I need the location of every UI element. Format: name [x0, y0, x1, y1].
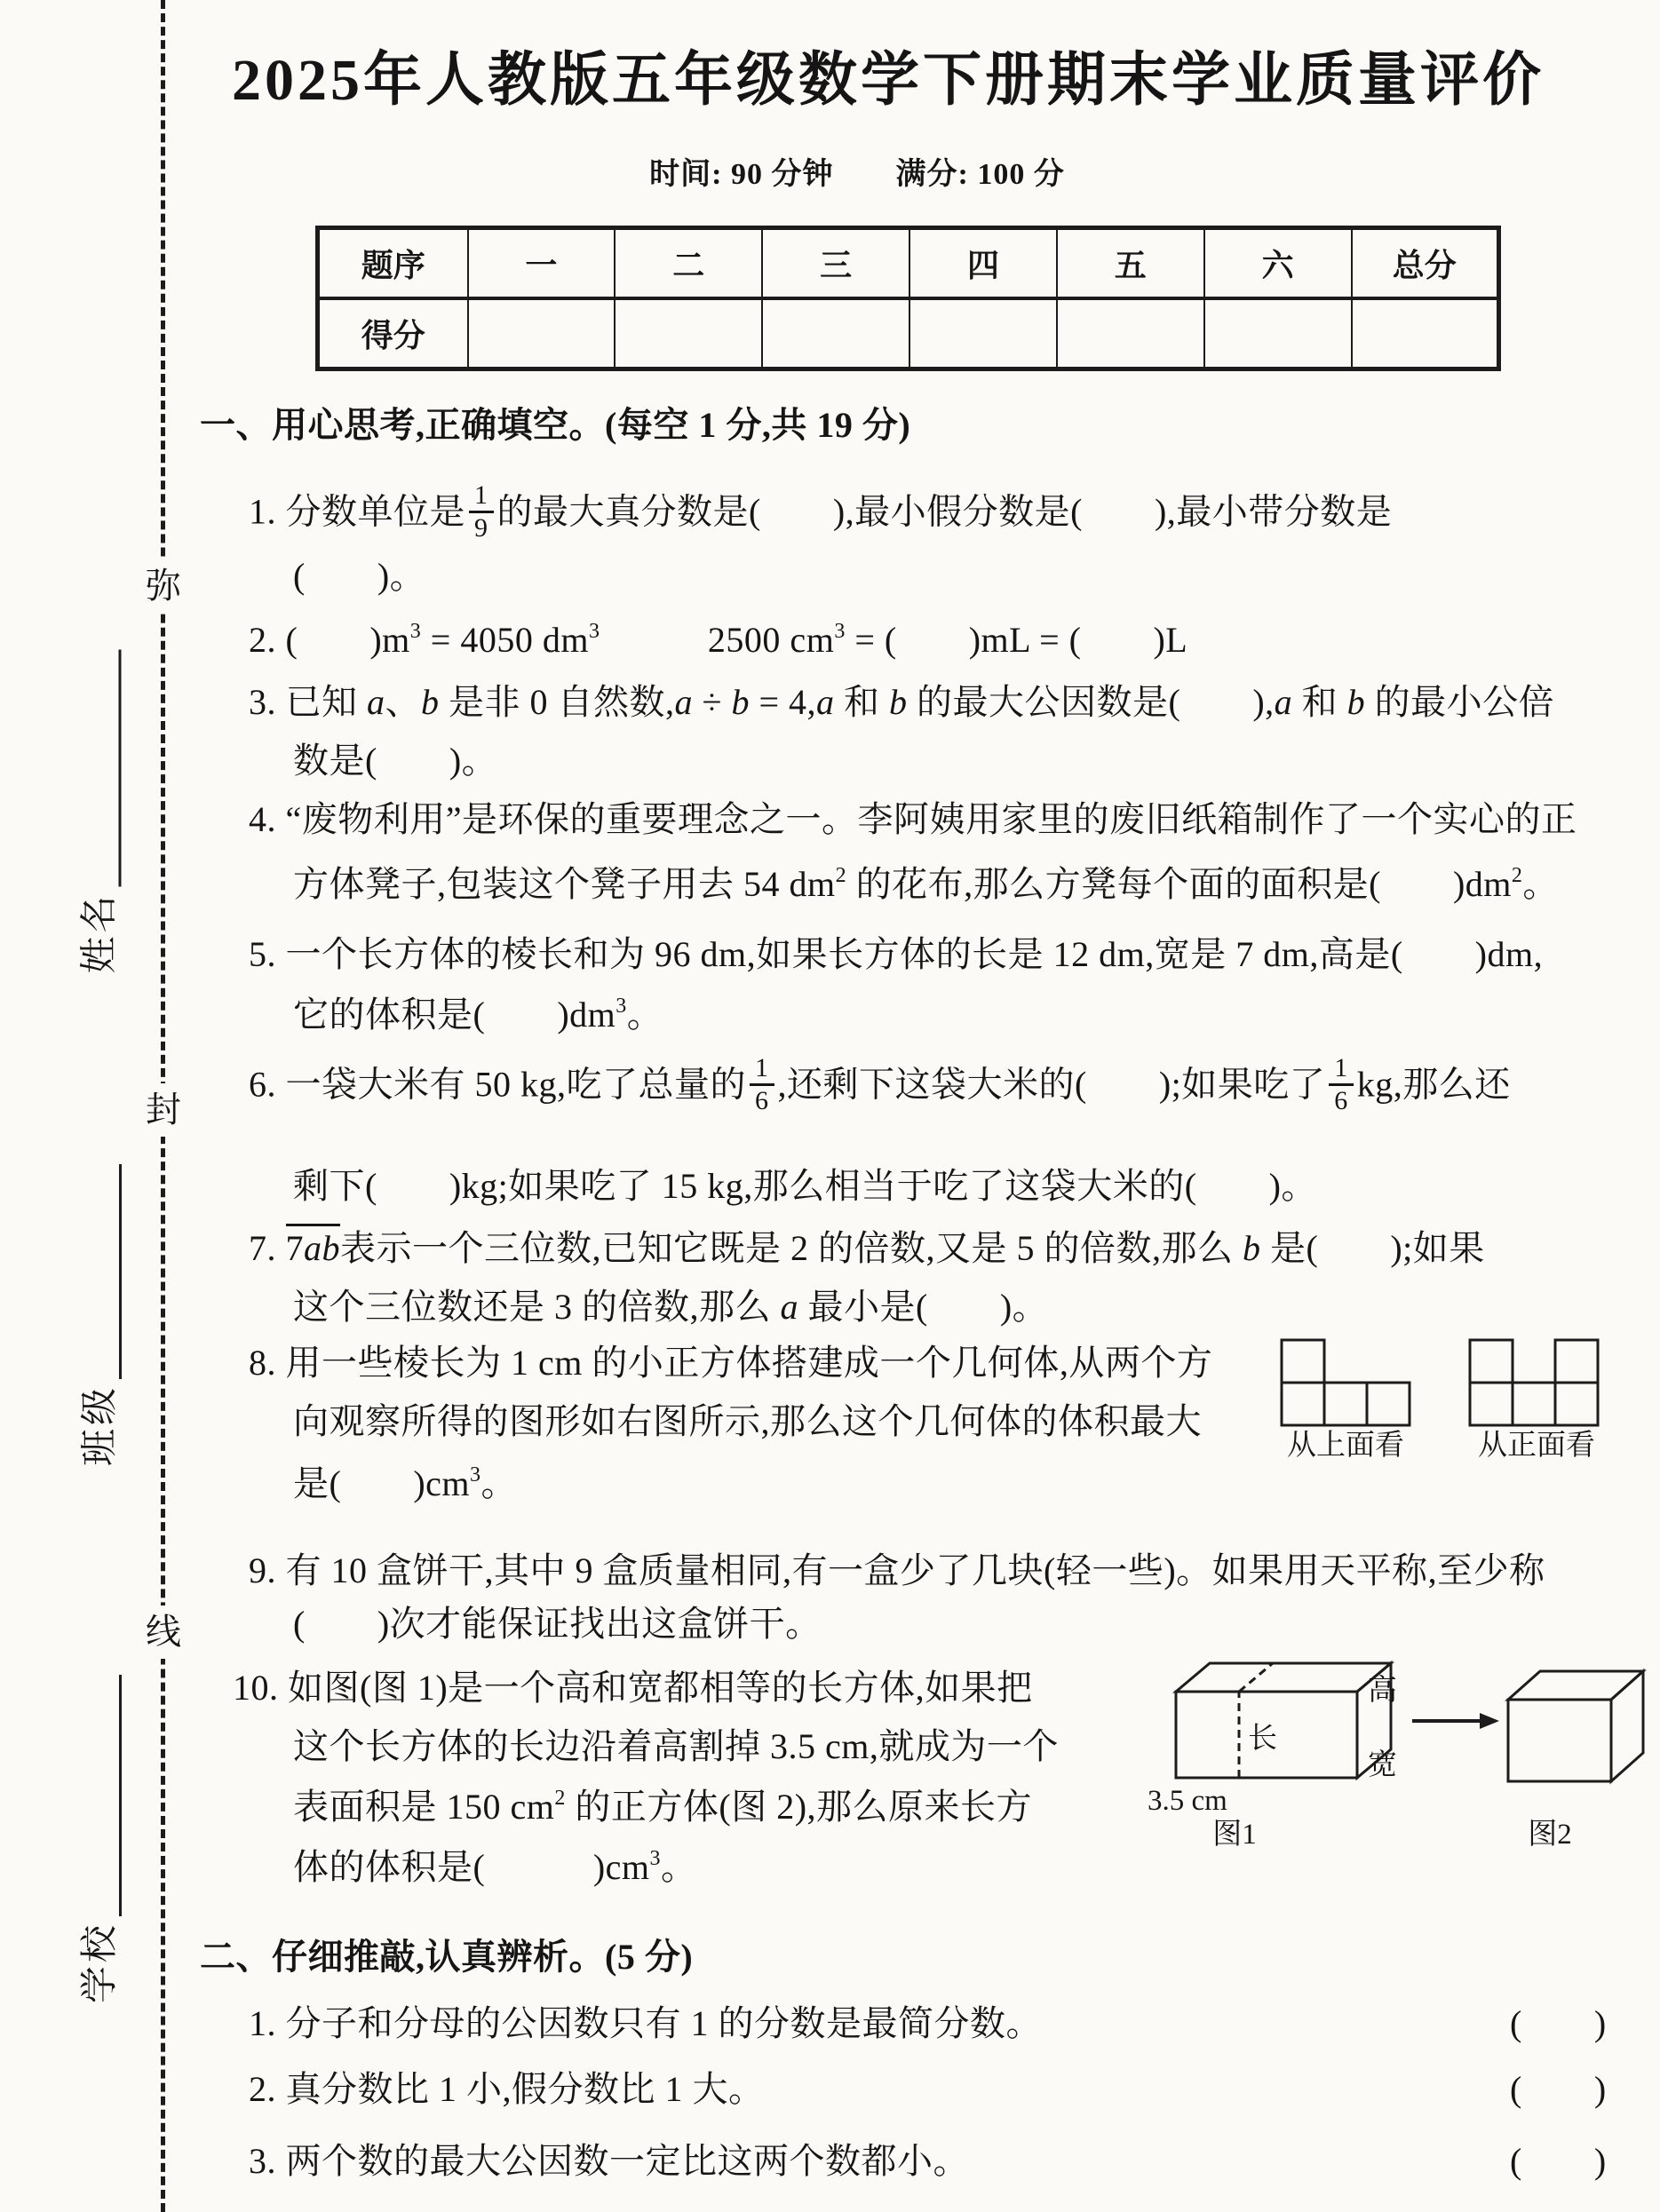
score-table-header-row	[318, 228, 1499, 299]
score-cell	[1352, 298, 1499, 369]
overline-number: 7ab	[286, 1224, 341, 1268]
score-table-corner-label: 题序	[318, 228, 468, 299]
q7-line2: 这个三位数还是 3 的倍数,那么 a 最小是( )。	[293, 1287, 1049, 1327]
student-name-field	[79, 650, 122, 974]
q4-line2: 方体凳子,包装这个凳子用去 54 $dm^2$ 的花布,那么方凳每个面的面积是( )$dm^2$。	[293, 864, 1559, 904]
score-col-2: 二	[615, 228, 762, 299]
score-cell	[468, 298, 616, 369]
score-table	[315, 226, 1501, 371]
q10-height-label: 高	[1368, 1675, 1397, 1707]
seal-char-xian: 线	[143, 1605, 184, 1659]
q8-front-view-caption: 从正面看	[1478, 1430, 1595, 1462]
q10-fig2-caption: 图2	[1528, 1819, 1572, 1851]
section1-heading: 一、用心思考,正确填空。(每空 1 分,共 19 分)	[200, 405, 911, 445]
score-col-4: 四	[909, 228, 1057, 299]
q10-line2: 这个长方体的长边沿着高割掉 3.5 cm,就成为一个	[293, 1726, 1059, 1766]
score-col-6: 六	[1204, 228, 1352, 299]
arrow-icon	[1480, 1713, 1499, 1729]
student-school-field	[79, 1675, 122, 2003]
fraction: $\frac{1}{6}$	[750, 1053, 774, 1116]
student-school-blank-line	[83, 1675, 122, 1916]
score-cell	[615, 298, 762, 369]
student-class-label: 班级	[80, 1383, 121, 1466]
score-cell	[1057, 298, 1204, 369]
q10-line3: 表面积是 150 $cm^2$ 的正方体(图 2),那么原来长方	[293, 1787, 1033, 1827]
q8-line3: 是( )$cm^3$。	[293, 1463, 518, 1503]
score-col-5: 五	[1057, 228, 1204, 299]
section2-heading: 二、仔细推敲,认真辨析。(5 分)	[200, 1937, 694, 1977]
student-name-label: 姓名	[79, 892, 121, 974]
q2-line1: 2. ( )$m^3 = 4050$ $dm^3$ 2500 $cm^3$ = ( )mL = ( )L	[249, 620, 1188, 660]
fraction: $\frac{1}{6}$	[1329, 1053, 1354, 1116]
q8-top-view-drawing	[1279, 1337, 1421, 1431]
q5-line2: 它的体积是( )$dm^3$。	[293, 995, 663, 1035]
tf2-text: 2. 真分数比 1 小,假分数比 1 大。	[249, 2069, 765, 2109]
q8-top-view-caption: 从上面看	[1287, 1430, 1404, 1462]
score-col-total: 总分	[1352, 228, 1499, 299]
tf1-answer-paren: ( )	[1510, 2003, 1607, 2043]
q1-line1: 1. 分数单位是 $\frac{1}{9}$ 的最大真分数是( ),最小假分数是( ),最小带分数是	[249, 480, 1393, 543]
fraction: $\frac{1}{9}$	[469, 480, 494, 543]
student-name-blank-line	[83, 650, 122, 887]
q10-line1: 10. 如图(图 1)是一个高和宽都相等的长方体,如果把	[233, 1668, 1033, 1708]
q7-line1: 7. 7ab表示一个三位数,已知它既是 2 的倍数,又是 5 的倍数,那么 b 是( );如果	[249, 1227, 1485, 1270]
score-row-label: 得分	[318, 298, 468, 369]
q10-length-label: 长	[1248, 1723, 1277, 1755]
q8-top-view-figure	[1279, 1337, 1421, 1431]
score-col-3: 三	[762, 228, 909, 299]
q10-line4: 体的体积是( )$cm^3$。	[293, 1847, 697, 1887]
seal-char-feng: 封	[143, 1083, 184, 1137]
q3-line2: 数是( )。	[293, 741, 498, 781]
page-title: 2025年人教版五年级数学下册期末学业质量评价	[232, 48, 1545, 113]
score-cell	[762, 298, 909, 369]
q8-line2: 向观察所得的图形如右图所示,那么这个几何体的体积最大	[293, 1401, 1202, 1441]
q9-line2: ( )次才能保证找出这盒饼干。	[293, 1604, 822, 1644]
q9-line1: 9. 有 10 盒饼干,其中 9 盒质量相同,有一盒少了几块(轻一些)。如果用天平称,至少称	[249, 1550, 1545, 1590]
score-cell	[1204, 298, 1352, 369]
q8-front-view-figure	[1467, 1337, 1609, 1431]
tf2-answer-paren: ( )	[1510, 2069, 1607, 2109]
tf3-answer-paren: ( )	[1510, 2141, 1607, 2181]
q10-width-label: 宽	[1368, 1749, 1397, 1781]
q10-cut-length-label: 3.5 cm	[1148, 1785, 1227, 1817]
score-col-1: 一	[468, 228, 616, 299]
tf3-text: 3. 两个数的最大公因数一定比这两个数都小。	[249, 2141, 969, 2181]
q8-front-view-drawing	[1467, 1337, 1609, 1431]
q5-line1: 5. 一个长方体的棱长和为 96 dm,如果长方体的长是 12 dm,宽是 7 dm,高是( )dm,	[249, 934, 1544, 974]
q8-line1: 8. 用一些棱长为 1 cm 的小正方体搭建成一个几何体,从两个方	[249, 1343, 1213, 1383]
student-class-field	[79, 1164, 122, 1466]
q3-line1: 3. 已知 a、b 是非 0 自然数,a ÷ b = 4,a 和 b 的最大公因数是( ),a 和 b 的最小公倍	[249, 682, 1555, 722]
score-table-score-row	[318, 298, 1499, 369]
student-class-blank-line	[83, 1164, 122, 1379]
student-school-label: 学校	[80, 1921, 121, 2003]
q1-line2: ( )。	[293, 556, 426, 596]
tf1-text: 1. 分子和分母的公因数只有 1 的分数是最简分数。	[249, 2003, 1042, 2043]
page-subtitle: 时间: 90 分钟 满分: 100 分	[649, 158, 1065, 191]
q10-fig1-caption: 图1	[1212, 1819, 1257, 1851]
score-cell	[909, 298, 1057, 369]
seal-char-mi: 弥	[143, 559, 184, 613]
q4-line1: 4. “废物利用”是环保的重要理念之一。李阿姨用家里的废旧纸箱制作了一个实心的正	[249, 799, 1577, 839]
q6-line2: 剩下( )kg;如果吃了 15 kg,那么相当于吃了这袋大米的( )。	[293, 1166, 1317, 1206]
q6-line1: 6. 一袋大米有 50 kg,吃了总量的 $\frac{1}{6}$ ,还剩下这袋大米的( );如果吃了 $\frac{1}{6}$ kg,那么还	[249, 1053, 1511, 1115]
